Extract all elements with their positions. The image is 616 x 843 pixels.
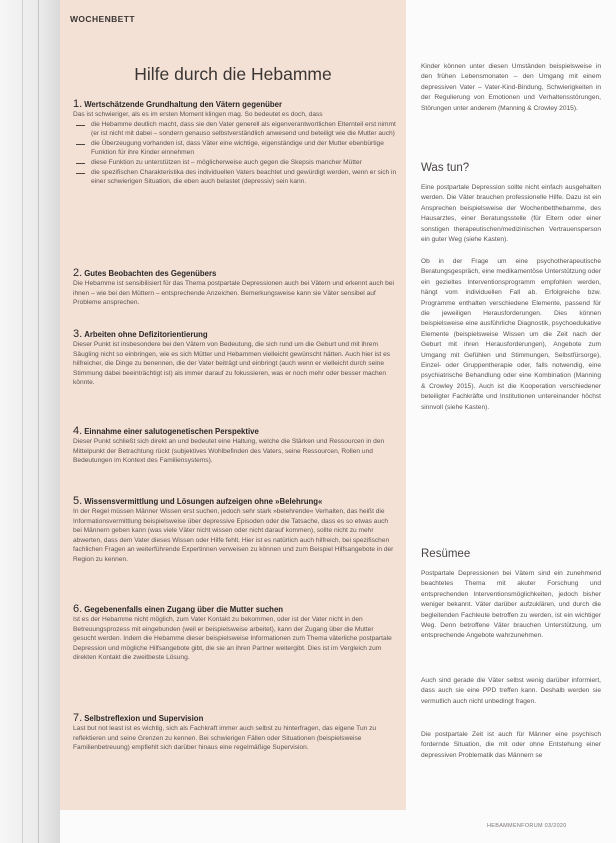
section-title: Wertschätzende Grundhaltung den Vätern gegenüber bbox=[84, 100, 283, 109]
section-number: 1. bbox=[73, 98, 83, 110]
list-item: die Überzeugung vorhanden ist, dass Väter eine wichtige, eigenständige und der Mutter ebenbürtige Funktion für ihre Kinder einnehmen bbox=[73, 139, 398, 158]
page-edge-line bbox=[22, 0, 23, 843]
section-number: 5. bbox=[73, 495, 83, 507]
heading-was-tun: Was tun? bbox=[421, 162, 470, 174]
page-edge-line bbox=[38, 0, 39, 843]
list-item: die spezifischen Charakteristika des individuellen Vaters beachtet und gewürdigt werden, wenn er sich in einer schwierigen Situation, die eben auch belastet (depressiv) sein kann. bbox=[73, 168, 398, 187]
section-heading bbox=[73, 496, 398, 507]
list-item: die Hebamme deutlich macht, dass sie den Vater generell als eigenverantwortlichen Elternteil erst nimmt (er ist nicht mit dabei – sondern genauso selbstverständlich anwesend und beteiligt wie die Mutter auch) bbox=[73, 120, 398, 139]
paragraph: Eine postpartale Depression sollte nicht einfach ausgehalten werden. Die Väter brauchen professionelle Hilfe. Dazu ist ein Ansprechen beispielsweise der Wochenbetthebamme, des Hausarztes, einer Beratungsstelle (für Eltern oder einer sonstigen therapeutischen/medizinischen Vertrauensperson ein guter Weg (siehe Kasten). bbox=[421, 184, 601, 244]
list-item: diese Funktion zu unterstützen ist – möglicherweise auch gegen die Skepsis mancher Mütter bbox=[73, 158, 398, 168]
section-title: Selbstreflexion und Supervision bbox=[84, 714, 204, 723]
bullet-list bbox=[73, 120, 398, 187]
section-heading bbox=[73, 713, 398, 724]
section-label: WOCHENBETT bbox=[70, 14, 135, 24]
section-text: Last but not least ist es wichtig, sich als Fachkraft immer auch selbst zu hinterfragen, das eigene Tun zu reflektieren und seine Grenzen zu kennen. Bei schwierigen Fällen oder Situationen (beispielsweise Familienbetreuung) empfiehlt sich darüber hinaus eine regelmäßige Supervision. bbox=[73, 725, 377, 752]
section-1 bbox=[73, 99, 398, 187]
section-text: Dieser Punkt ist insbesondere bei den Vätern von Bedeutung, die sich rund um die Geburt und mit ihrem Säugling nicht so einbringen, wie es sich Mütter und Hebammen vielleicht gewünscht hätten. Auch hier ist es hilfreicher, die Dinge zu benennen, die der Vater beiträgt und einbringt (auch wenn er vielleicht durch seine Stimmung dabei beeinträchtigt ist) als immer darauf zu fokussieren, was er noch mehr oder besser machen könnte. bbox=[73, 341, 391, 387]
section-number: 3. bbox=[73, 328, 83, 340]
paragraph: Ob in der Frage um eine psychotherapeutische Beratungsgespräch, eine medikamentöse Unterstützung oder ein gezieltes Interventionsprogramm empfohlen werden, hängt vom individuellen Fall ab. Erfolgreiche bzw. Programme enthalten verschiedene Elemente, passend für die jeweiligen Herausforderungen. Dies können beispielsweise eine ausführliche Diagnostik, psychoedukative Elemente (beispielsweise Wissen um die Zeit nach der Geburt mit ihren Herausforderungen), Angebote zum Umgang mit Gefühlen und Stimmungen, Selbstfürsorge), Einzel- oder Gruppentherapie oder, falls notwendig, eine psychiatrische Behandlung oder eine Kombination (Manning & Crowley 2015). Auch ist die Kooperation verschiedener beteiligter Fachkräfte und Institutionen untereinander höchst sinnvoll (siehe Kasten). bbox=[421, 258, 601, 411]
section-text: In der Regel müssen Männer Wissen erst suchen, jedoch sehr stark »belehrende« Verhalten, das heißt die Informationsvermittlung beispielsweise über depressive Episoden oder die Tatsache, dass es so etwas auch bei Männern geben kann (was viele Väter nicht wissen oder nicht darauf kommen), sollte nicht zu mehr abwerten, dass dem Vater dieses Wissen oder Hilfe fehlt. Hier ist es natürlich auch hilfreich, bei spezifischen fachlichen Fragen an weiterführende Expertinnen verweisen zu können und zum Beispiel Hilfsangebote in der Region zu kennen. bbox=[73, 508, 394, 563]
section-number: 7. bbox=[73, 712, 83, 724]
paragraph: Die postpartale Zeit ist auch für Männer eine psychisch fordernde Situation, die mit oder ohne Entstehung einer depressiven Problematik das Männern se bbox=[421, 731, 601, 759]
section-4 bbox=[73, 426, 398, 466]
intro-paragraph: Kinder können unter diesen Umständen beispielsweise in den frühen Lebensmonaten – den Umgang mit einem depressiven Vater – Vater-Kind-Bindung, Schwierigkeiten in der Regulierung von Emotionen und Verhaltensstörungen, Störungen unter anderem (Manning & Crowley 2015). bbox=[421, 63, 601, 112]
section-3 bbox=[73, 329, 398, 388]
section-6 bbox=[73, 604, 398, 663]
section-number: 6. bbox=[73, 603, 83, 615]
section-title: Arbeiten ohne Defizitorientierung bbox=[84, 330, 208, 339]
section-number: 2. bbox=[73, 267, 83, 279]
section-7 bbox=[73, 713, 398, 753]
section-title: Einnahme einer salutogenetischen Perspektive bbox=[84, 427, 259, 436]
section-text: Dieser Punkt schließt sich direkt an und bedeutet eine Haltung, welche die Stärken und Ressourcen in den Mittelpunkt der Betrachtung rückt (subjektives Wohlbefinden des Vaters, seine Ressourcen, Rollen und Bedeutungen im Kontext des Familiensystems). bbox=[73, 438, 385, 465]
section-2 bbox=[73, 268, 398, 308]
section-title: Wissensvermittlung und Lösungen aufzeigen ohne »Belehrung« bbox=[84, 497, 323, 506]
section-heading bbox=[73, 329, 398, 340]
section-text: Die Hebamme ist sensibilisiert für das Thema postpartale Depressionen auch bei Vätern und erkennt auch bei ihnen – wie bei den Müttern – entsprechende Anzeichen. Bemerkungsweise kann sie Väter sensibel auf Probleme ansprechen. bbox=[73, 280, 394, 307]
box-title: Hilfe durch die Hebamme bbox=[134, 64, 332, 84]
section-title: Gutes Beobachten des Gegenübers bbox=[84, 269, 217, 278]
section-intro: Das ist schwieriger, als es im ersten Moment klingen mag. So bedeutet es doch, dass bbox=[73, 111, 323, 118]
paragraph: Auch sind gerade die Väter selbst wenig darüber informiert, dass auch sie eine PPD treffen kann. Deshalb werden sie vermutlich auch nicht unbedingt fragen. bbox=[421, 677, 601, 705]
heading-resuemee: Resümee bbox=[421, 548, 471, 560]
page-footer: HEBAMMENFORUM 03/2020 bbox=[487, 823, 567, 829]
section-heading bbox=[73, 604, 398, 615]
section-text: Ist es der Hebamme nicht möglich, zum Vater Kontakt zu bekommen, oder ist der Vater nicht in den Betreuungsprozess mit eingebunden (weil er beispielsweise arbeitet), kann der Zugang über die Mutter gesucht werden. Indem die Hebamme dieser beispielsweise Informationen zum Thema väterliche postpartale Depression und mögliche Hilfsangebote gibt, die sie an ihren Partner weitergibt. Dies ist im Vergleich zum direkten Kontakt die zweitbeste Lösung. bbox=[73, 616, 392, 662]
section-title: Gegebenenfalls einen Zugang über die Mutter suchen bbox=[84, 605, 284, 614]
right-column bbox=[421, 0, 601, 843]
section-5 bbox=[73, 496, 398, 565]
section-heading bbox=[73, 426, 398, 437]
section-heading bbox=[73, 99, 398, 110]
section-heading bbox=[73, 268, 398, 279]
info-box bbox=[60, 0, 406, 810]
paragraph: Postpartale Depressionen bei Vätern sind ein zunehmend beachtetes Thema mit akuter Forschung und entsprechenden Interventionsmöglichkeiten, jedoch bisher weniger bekannt. Väter darüber aufzuklären, und durch die begleitenden Fachleute betroffen zu werden, ist ein wichtiger Weg. Denn betroffene Väter brauchen Unterstützung, um entsprechende Angebote wahrzunehmen. bbox=[421, 570, 601, 640]
page-gutter bbox=[0, 0, 60, 843]
section-number: 4. bbox=[73, 425, 83, 437]
